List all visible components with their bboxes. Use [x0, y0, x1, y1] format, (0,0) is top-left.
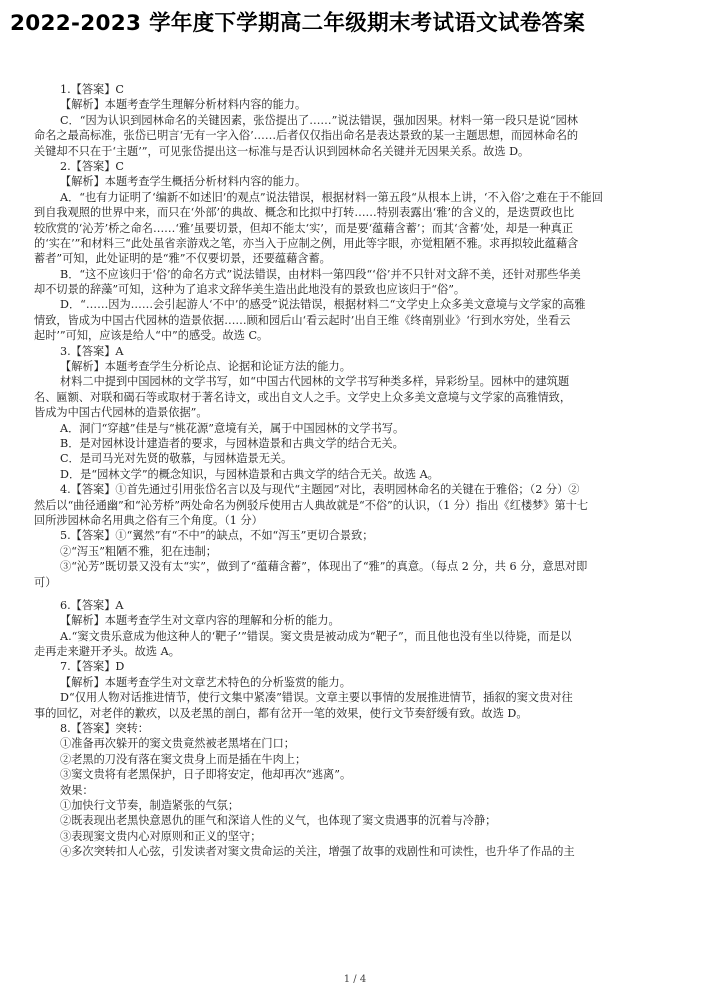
- text-line: 【解析】本题考查学生对文章艺术特色的分析鉴赏的能力。: [60, 675, 351, 689]
- text-line: [0, 590, 710, 598]
- text-line: A．“也有力证明了‘编新不如述旧’的观点”说法错误，根据材料一第五段“从根本上讲，‘不入俗’之难在于不能回: [60, 190, 603, 204]
- text-line: 4.【答案】①首先通过引用张岱名言以及与现代“主题园”对比，表明园林命名的关键在于雅俗；（2 分）②: [60, 483, 580, 497]
- text-line: 材料二中提到中国园林的文学书写，如“中国古代园林的文学书写种类多样，异彩纷呈。园林中的建筑题: [60, 375, 570, 389]
- text-line: ②既表现出老黑快意恩仇的匪气和深谙人性的义气，也体现了窦文贵遇事的沉着与冷静；: [60, 814, 497, 828]
- text-line: 效果：: [60, 783, 94, 797]
- text-line: ③“沁芳”既切景又没有太“实”，做到了“蕴藉含蓄”，体现出了“雅”的真意。（每点 2 分，共 6 分，意思对即: [60, 560, 588, 574]
- text-line: 3.【答案】A: [60, 344, 124, 358]
- text-line: 【解析】本题考查学生概括分析材料内容的能力。: [60, 175, 307, 189]
- text-line: D“仅用人物对话推进情节，使行文集中紧凑”错误。文章主要以事情的发展推进情节，插叙的窦文贵对往: [60, 691, 573, 705]
- text-line: 起时’”可知，应该是给人“中”的感受。故选 C。: [34, 329, 269, 343]
- text-line: ③窦文贵将有老黑保护，日子即将安定，他却再次“逃离”。: [60, 768, 352, 782]
- text-line: 却不切景的辞藻”可知，这种为了追求文辞华美生造出此地没有的景致也应该归于“俗”。: [34, 283, 466, 297]
- text-line: 命名之最高标准，张岱已明言‘无有一字入俗’……后者仅仅指出命名是表达景致的某一主题思想，而园林命名的: [34, 129, 579, 143]
- text-line: ③表现窦文贵内心对原则和正义的坚守；: [60, 829, 262, 843]
- text-line: 事的回忆，对老伴的歉疚，以及老黑的剖白，都有岔开一笔的效果，使行文节奏舒缓有致。故选 D。: [34, 706, 528, 720]
- text-line: C．“因为认识到园林命名的关键因素，张岱提出了……”说法错误，强加因果。材料一第一段只是说“园林: [60, 113, 578, 127]
- text-line: D．“……因为……会引起游人‘不中’的感受”说法错误，根据材料二“文学史上众多美文意境与文学家的高雅: [60, 298, 586, 312]
- text-line: ①加快行文节奏，制造紧张的气氛；: [60, 798, 240, 812]
- text-line: 6.【答案】A: [60, 598, 124, 612]
- text-line: 5.【答案】①“翼然”有“不中”的缺点，不如“泻玉”更切合景致；: [60, 529, 374, 543]
- document-title: 2022-2023 学年度下学期高二年级期末考试语文试卷答案: [10, 11, 586, 36]
- text-line: 7.【答案】D: [60, 660, 125, 674]
- text-line: 的‘实在’”和材料三“此处虽省亲游戏之笔，亦当入于应制之例，用此等字眼，亦觉粗陋不雅。求再拟较此蕴藉含: [34, 236, 579, 250]
- text-line: 关键却不只在于‘主题’”，可见张岱提出这一标准与是否认识到园林命名关键并无因果关系。故选 D。: [34, 144, 530, 158]
- text-line: ④多次突转扣人心弦，引发读者对窦文贵命运的关注，增强了故事的戏剧性和可读性，也升华了作品的主: [60, 845, 575, 859]
- text-line: 【解析】本题考查学生分析论点、论据和论证方法的能力。: [60, 360, 351, 374]
- text-line: 蓄者”可知，此处证明的是“雅”不仅要切景，还要蕴藉含蓄。: [34, 252, 331, 266]
- text-line: 8.【答案】突转：: [60, 722, 149, 736]
- text-line: 名、匾额、对联和碣石等或取材于著名诗文，或出自文人之手。文学史上众多美文意境与文学家的高雅情致，: [34, 390, 572, 404]
- text-line: 可）: [34, 575, 57, 589]
- text-line: 皆成为中国古代园林的造景依据”。: [34, 406, 208, 420]
- text-line: A．洞门“穿越”佳是与“桃花源”意境有关，属于中国园林的文学书写。: [60, 421, 405, 435]
- text-line: 情致，皆成为中国古代园林的造景依据……顾和园后山‘看云起时’出自王维《终南别业》‘行到水穷处，坐看云: [34, 313, 571, 327]
- text-line: 2.【答案】C: [60, 159, 124, 173]
- text-line: 较欣赏的‘沁芳’桥之命名……‘雅’虽要切景，但却不能太‘实’，而是要‘蕴藉含蓄’；而其‘含蓄’处，却是一种真正: [34, 221, 574, 235]
- text-line: ②“泻玉”粗陋不雅，犯在违制；: [60, 544, 217, 558]
- text-line: 【解析】本题考查学生对文章内容的理解和分析的能力。: [60, 614, 340, 628]
- text-line: ①准备再次躲开的窦文贵竟然被老黑堵在门口；: [60, 737, 295, 751]
- text-line: 1.【答案】C: [60, 83, 124, 96]
- answer-body: [0, 82, 710, 860]
- text-line: 然后以“曲径通幽”和“沁芳桥”两处命名为例驳斥使用古人典故就是“不俗”的认识，（1 分）指出《红楼梦》第十七: [34, 498, 589, 512]
- text-line: 走再走来避开矛头。故选 A。: [34, 645, 180, 659]
- text-line: 【解析】本题考查学生理解分析材料内容的能力。: [60, 98, 307, 112]
- text-line: 回所涉园林命名用典之俗有三个角度。（1 分）: [34, 513, 263, 527]
- text-line: C．是司马光对先贤的敬慕，与园林造景无关。: [60, 452, 293, 466]
- text-line: ②老黑的刀没有落在窦文贵身上而是插在牛肉上；: [60, 752, 307, 766]
- text-line: B．“这不应该归于‘俗’的命名方式”说法错误，由材料一第四段“‘俗’并不只针对文辞不美，还针对那些华美: [60, 267, 581, 281]
- text-line: 到自我观照的世界中来，而只在‘外部’的典故、概念和比拟中打转……特别表露出‘雅’的含义的，是迭贾政也比: [34, 206, 575, 220]
- text-line: D．是“园林文学”的概念知识，与园林造景和古典文学的结合无关。故选 A。: [60, 467, 439, 481]
- text-line: A.“窦文贵乐意成为他这种人的‘靶子’”错误。窦文贵是被动成为“靶子”，而且他也没有坐以待毙，而是以: [60, 629, 572, 643]
- page-number: 1 / 4: [343, 974, 367, 985]
- text-line: B．是对园林设计建造者的要求，与园林造景和古典文学的结合无关。: [60, 436, 404, 450]
